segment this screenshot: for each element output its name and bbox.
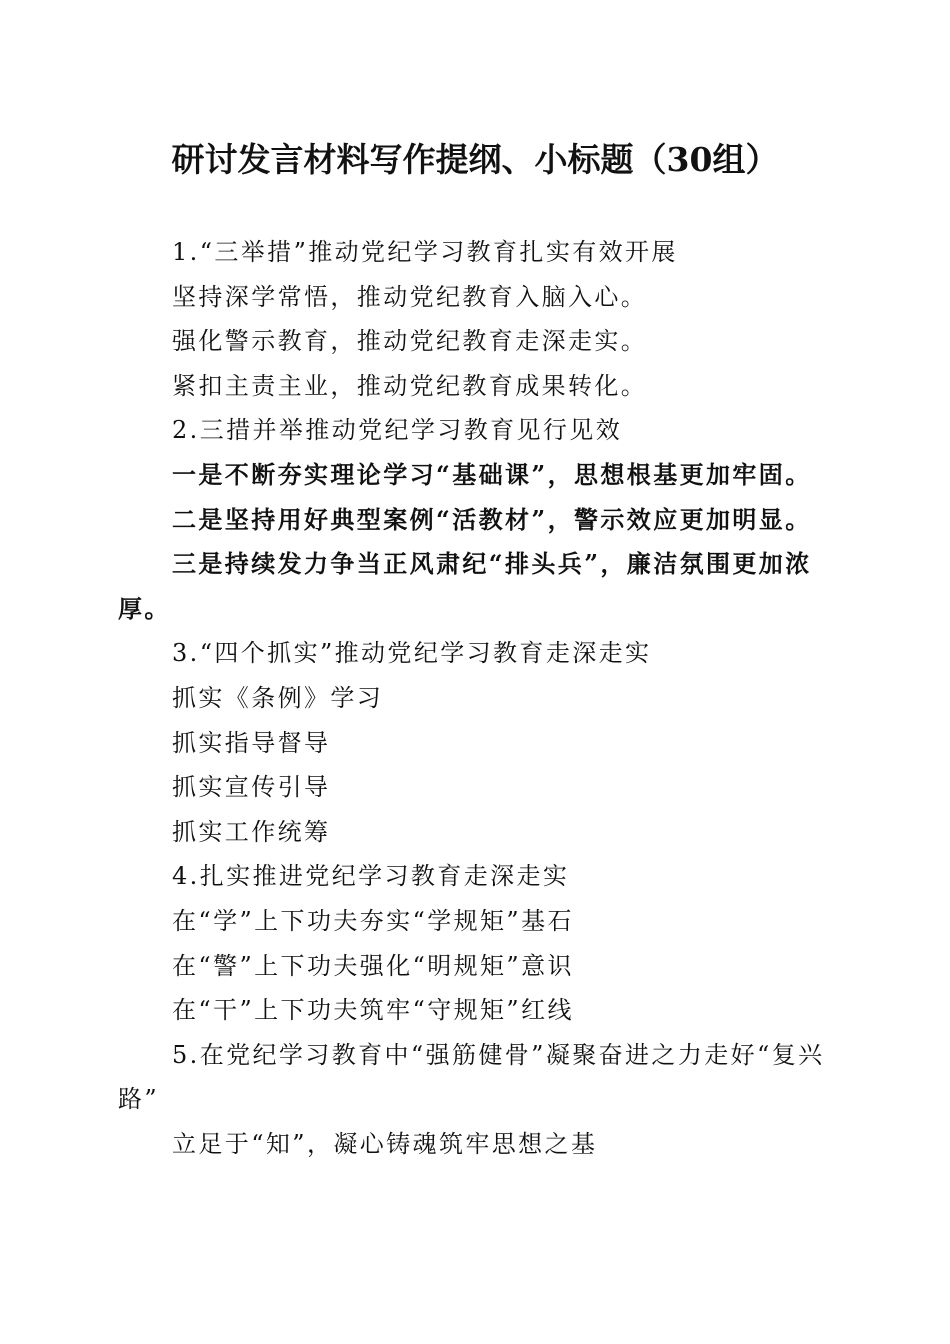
paragraph: 3.“四个抓实”推动党纪学习教育走深走实 xyxy=(172,639,652,668)
document-body xyxy=(118,230,832,1166)
paragraph: 三是持续发力争当正风肃纪“排头兵”，廉洁氛围更加浓厚。 xyxy=(118,549,812,623)
paragraph: 5.在党纪学习教育中“强筋健骨”凝聚奋进之力走好“复兴路” xyxy=(118,1040,825,1114)
paragraph: 4.扎实推进党纪学习教育走深走实 xyxy=(172,862,570,891)
paragraph: 1.“三举措”推动党纪学习教育扎实有效开展 xyxy=(172,238,678,266)
paragraph: 在“警”上下功夫强化“明规矩”意识 xyxy=(172,951,574,980)
paragraph: 抓实工作统筹 xyxy=(172,817,331,846)
paragraph: 2.三措并举推动党纪学习教育见行见效 xyxy=(172,416,623,445)
document-title: 研讨发言材料写作提纲、小标题（30组） xyxy=(171,140,779,179)
paragraph: 二是坚持用好典型案例“活教材”，警示效应更加明显。 xyxy=(172,504,812,534)
paragraph: 在“学”上下功夫夯实“学规矩”基石 xyxy=(172,906,574,935)
paragraph: 抓实宣传引导 xyxy=(172,773,331,802)
paragraph: 在“干”上下功夫筑牢“守规矩”红线 xyxy=(172,996,574,1025)
paragraph: 立足于“知”，凝心铸魂筑牢思想之基 xyxy=(172,1129,598,1158)
paragraph: 一是不断夯实理论学习“基础课”，思想根基更加牢固。 xyxy=(172,459,812,489)
paragraph: 抓实指导督导 xyxy=(172,728,331,757)
paragraph: 抓实《条例》学习 xyxy=(172,683,384,712)
paragraph: 强化警示教育，推动党纪教育走深走实。 xyxy=(172,327,648,356)
paragraph: 坚持深学常悟，推动党纪教育入脑入心。 xyxy=(172,282,648,311)
paragraph: 紧扣主责主业，推动党纪教育成果转化。 xyxy=(172,371,648,400)
